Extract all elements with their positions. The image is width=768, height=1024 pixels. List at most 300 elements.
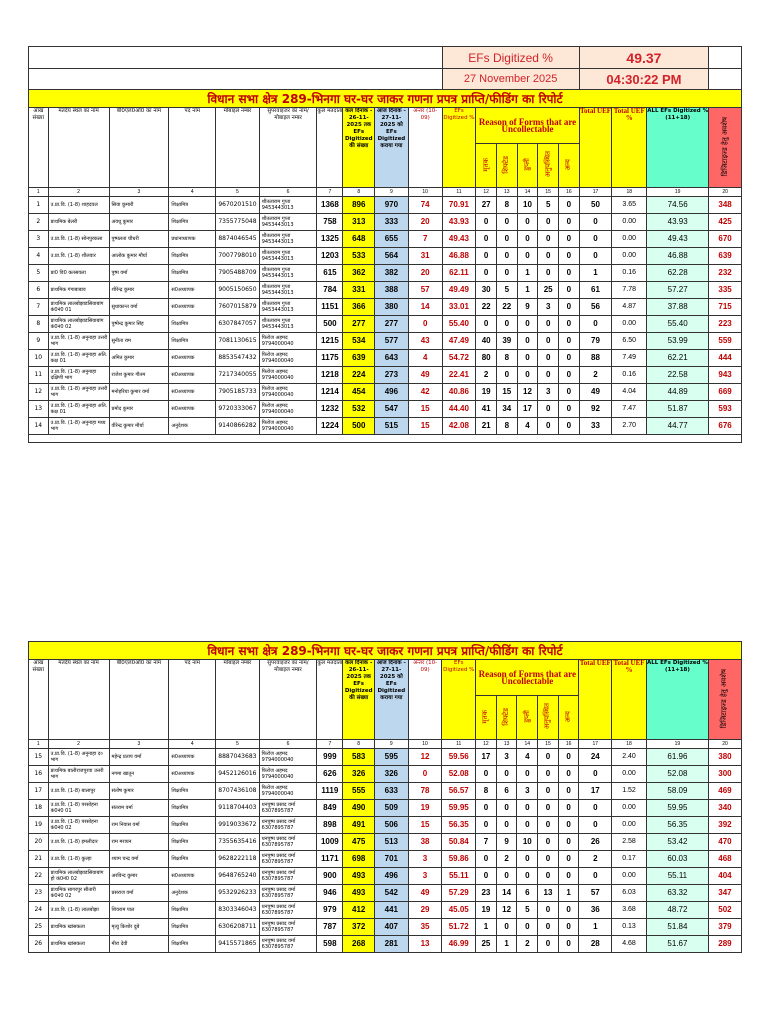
table-cell: 333 xyxy=(375,214,409,231)
table-cell: 500 xyxy=(343,418,375,435)
table-cell: उ.प्रा.वि. (1-8) अनुनाहा उत्तरी भाग xyxy=(48,333,109,350)
table-cell: 31 xyxy=(408,248,442,265)
column-number: 5 xyxy=(216,188,260,197)
table-cell: 900 xyxy=(317,868,343,885)
table-cell: 30 xyxy=(476,282,497,299)
table-cell: 0 xyxy=(579,800,612,817)
table-cell: स0अध्यापक xyxy=(169,350,216,367)
table-cell: 313 xyxy=(343,214,375,231)
column-number: 6 xyxy=(259,188,317,197)
table-cell: 372 xyxy=(343,919,375,936)
table-cell: 0 xyxy=(559,384,580,401)
table-cell: 698 xyxy=(343,851,375,868)
table-cell: 10 xyxy=(29,350,49,367)
summary-row-2 xyxy=(29,69,742,90)
table-cell: 5 xyxy=(496,282,517,299)
table-cell: धनपुष्प प्रसाद वर्मा 6307895787 xyxy=(259,902,317,919)
header-c18: Total UEF % xyxy=(612,660,647,740)
table-cell: 9 xyxy=(29,333,49,350)
table-cell: 6 xyxy=(496,783,517,800)
table-cell: शीरेन्द्र कुमार xyxy=(109,282,169,299)
table-row xyxy=(29,834,742,851)
table-row xyxy=(29,367,742,384)
table-cell: शीतलाराम गुप्ता 9453443013 xyxy=(259,231,317,248)
table-cell: 34 xyxy=(496,401,517,418)
table-cell: उ.प्रा.वि. (1-8) सोनपुरकला xyxy=(48,231,109,248)
table-row xyxy=(29,265,742,282)
table-cell: प्राथमिक बालीराजपुरवा उत्तरी भाग xyxy=(48,766,109,783)
table-cell: उ.प्रा.वि. (1-8) परसोहना कं0नं0 01 xyxy=(48,800,109,817)
header-c2: मतदेय स्थल का नाम xyxy=(48,108,109,188)
table-row xyxy=(29,919,742,936)
table-cell: 55.40 xyxy=(647,316,709,333)
table-cell: राजेश कुमार गौतम xyxy=(109,367,169,384)
table-cell: 0 xyxy=(476,868,497,885)
table-cell: 0 xyxy=(559,197,580,214)
table-cell: अनुदेशक xyxy=(169,418,216,435)
table-cell: 7.47 xyxy=(612,401,647,418)
table-cell: 0 xyxy=(476,265,497,282)
table-cell: 46.88 xyxy=(442,248,476,265)
table-cell: 533 xyxy=(343,248,375,265)
table-cell: 412 xyxy=(343,902,375,919)
table-cell: 0 xyxy=(517,333,538,350)
table-cell: अनुदेशक xyxy=(169,885,216,902)
table-cell: 0 xyxy=(476,248,497,265)
table-cell: 0 xyxy=(538,851,559,868)
header-r1-text: मृतक xyxy=(481,709,490,724)
table-cell: 9415571865 xyxy=(216,936,260,953)
table-cell: 0.00 xyxy=(612,214,647,231)
table-cell: 496 xyxy=(374,868,408,885)
blank-cell xyxy=(709,69,742,90)
table-cell: 615 xyxy=(317,265,343,282)
table-cell: 3 xyxy=(517,783,538,800)
table-cell: 470 xyxy=(708,834,741,851)
table-cell: 15 xyxy=(408,418,442,435)
table-cell: 62.21 xyxy=(647,350,709,367)
table-cell: 0 xyxy=(517,817,538,834)
table-cell: 0 xyxy=(559,367,580,384)
column-number: 4 xyxy=(169,188,216,197)
header-c7: कुल मतदाता xyxy=(317,660,343,740)
summary-row-1 xyxy=(29,47,742,69)
table-cell: फिरोज अहमद 9794000040 xyxy=(259,333,317,350)
table-cell: 273 xyxy=(375,367,409,384)
header-c9: आज दिनांक - 27-11-2025 को EFs Digitized कराया गया xyxy=(374,660,408,740)
table-cell: 19 xyxy=(476,902,497,919)
header-number-row xyxy=(29,740,742,749)
table-cell: फिरोज अहमद 9794000040 xyxy=(259,401,317,418)
table-cell: 49.43 xyxy=(442,231,476,248)
table-cell: 52.08 xyxy=(646,766,708,783)
table-cell: प्राथमिक लालबोझाडसियाबांग कं0नं0 02 xyxy=(48,316,109,333)
column-number: 18 xyxy=(612,740,647,749)
table-cell: धनपुष्प प्रसाद वर्मा 6307895787 xyxy=(259,885,317,902)
table-cell: उ.प्रा.वि. (1-8) अनुनाहा द० भाग xyxy=(48,749,109,766)
table-cell: 3.65 xyxy=(612,197,647,214)
table-cell: 0 xyxy=(496,214,517,231)
table-cell: 80 xyxy=(476,350,497,367)
table-cell: 643 xyxy=(375,350,409,367)
table-cell: 57.29 xyxy=(442,885,476,902)
table-cell: 15 xyxy=(408,817,442,834)
table-row xyxy=(29,248,742,265)
table-cell: स0अध्यापक xyxy=(169,299,216,316)
table-cell: 0.00 xyxy=(612,800,647,817)
table-row xyxy=(29,783,742,800)
table-cell: 22 xyxy=(476,299,497,316)
table-cell: 6307847057 xyxy=(216,316,260,333)
table-row xyxy=(29,197,742,214)
table-cell: शिक्षामित्र xyxy=(169,333,216,350)
table-cell: 1 xyxy=(476,919,497,936)
table-cell: 2 xyxy=(517,936,538,953)
header-r2 xyxy=(496,696,517,740)
table-cell: 51.87 xyxy=(647,401,709,418)
table-cell: 0.00 xyxy=(612,817,647,834)
table-cell: 74.56 xyxy=(647,197,709,214)
header-c19: ALL EFs Digitized % (11+18) xyxy=(646,660,708,740)
table-cell: 583 xyxy=(343,749,375,766)
table-cell: 40.86 xyxy=(442,384,476,401)
table-cell: 70.91 xyxy=(442,197,476,214)
table-cell: 74 xyxy=(408,197,442,214)
table-cell: धनपुष्प प्रसाद वर्मा 6307895787 xyxy=(259,800,317,817)
column-number: 6 xyxy=(259,740,317,749)
table-cell: 78 xyxy=(408,783,442,800)
table-cell: फिरोज अहमद 9794000040 xyxy=(259,418,317,435)
table-cell: 15 xyxy=(496,384,517,401)
table-cell: 2 xyxy=(496,851,517,868)
table-cell: 35 xyxy=(408,919,442,936)
table-cell: 0 xyxy=(476,851,497,868)
table-cell: धनपुष्प प्रसाद वर्मा 6307895787 xyxy=(259,919,317,936)
table-cell: 56.35 xyxy=(442,817,476,834)
table-cell: 0 xyxy=(476,817,497,834)
table-cell: 0.00 xyxy=(612,316,647,333)
table-cell: 1119 xyxy=(317,783,343,800)
table-cell: 53.99 xyxy=(647,333,709,350)
table-cell: 0 xyxy=(538,350,559,367)
table-cell: 62.11 xyxy=(442,265,476,282)
header-c3: बी0एल0ओ0 का नाम xyxy=(109,108,169,188)
table-cell: 547 xyxy=(375,401,409,418)
table-cell: 639 xyxy=(709,248,742,265)
table-cell: उ.प्रा.वि. (1-8) अनुनाहा मध्य भाग xyxy=(48,418,109,435)
table-cell: 14 xyxy=(408,299,442,316)
table-cell: शिक्षामित्र xyxy=(169,834,216,851)
table-cell: प्रा0 वि0 कतसवला xyxy=(48,265,109,282)
header-c17: Total UEF xyxy=(579,660,612,740)
table-cell: 27 xyxy=(476,197,497,214)
table-cell: 655 xyxy=(375,231,409,248)
table-cell: 56 xyxy=(579,299,612,316)
table-cell: 0 xyxy=(496,868,517,885)
table-cell: 4 xyxy=(408,350,442,367)
header-block xyxy=(29,108,742,197)
table-cell: 382 xyxy=(375,265,409,282)
table-cell: 57 xyxy=(579,885,612,902)
table-cell: 16 xyxy=(29,766,49,783)
table-cell: 5 xyxy=(29,265,49,282)
table-cell: 1368 xyxy=(317,197,343,214)
table-row xyxy=(29,800,742,817)
table-cell: अमित कुमार xyxy=(109,350,169,367)
table-cell: 1232 xyxy=(317,401,343,418)
table-cell: राम निवास वर्मा xyxy=(109,817,169,834)
table-cell: 12 xyxy=(408,749,442,766)
table-cell: 49 xyxy=(408,367,442,384)
column-number: 14 xyxy=(517,740,538,749)
table-cell: 999 xyxy=(317,749,343,766)
table-cell: 22.58 xyxy=(647,367,709,384)
report-title: विधान सभा क्षेत्र 289-भिनगा घर-घर जाकर गणना प्रपत्र प्राप्ति/फीडिंग का रिपोर्ट xyxy=(29,642,742,660)
table-cell: 9720333067 xyxy=(216,401,260,418)
table-cell: 0 xyxy=(476,766,497,783)
table-cell: उ.प्रा.वि. (1-8) अनुनाहा अति. कक्ष 01 xyxy=(48,401,109,418)
table-cell: 4 xyxy=(517,418,538,435)
table-cell: 593 xyxy=(709,401,742,418)
table-cell: 5 xyxy=(538,197,559,214)
table-row xyxy=(29,214,742,231)
table-cell: 43.93 xyxy=(442,214,476,231)
table-cell: प्राथमिक लालबोझाडसियाबांग हो कं0नं0 02 xyxy=(48,868,109,885)
table-cell: 555 xyxy=(343,783,375,800)
table-cell: 2 xyxy=(579,851,612,868)
table-cell: 56.57 xyxy=(442,783,476,800)
table-cell: 0 xyxy=(538,401,559,418)
table-cell: प्राथमिक गंगाबाबाव xyxy=(48,282,109,299)
table-cell: 0 xyxy=(559,282,580,299)
table-cell: 0 xyxy=(517,350,538,367)
table-cell: शिवराम पाल xyxy=(109,902,169,919)
table-cell: शिक्षामित्र xyxy=(169,851,216,868)
table-cell: 444 xyxy=(709,350,742,367)
table-cell: 20 xyxy=(29,834,49,851)
table-cell: 380 xyxy=(375,299,409,316)
header-c5: मोबाइल नम्बर xyxy=(216,660,260,740)
table-cell: 52.08 xyxy=(442,766,476,783)
table-cell: शीतलाराम गुप्ता 9453443013 xyxy=(259,316,317,333)
table-cell: 17 xyxy=(29,783,49,800)
table-cell: 506 xyxy=(374,817,408,834)
table-cell: 0 xyxy=(559,231,580,248)
table-cell: प्राथमिक खांसकला xyxy=(48,919,109,936)
table-cell: 224 xyxy=(343,367,375,384)
table-cell: 943 xyxy=(709,367,742,384)
table-cell: 0 xyxy=(476,231,497,248)
header-r2 xyxy=(496,144,517,188)
table-cell: 648 xyxy=(343,231,375,248)
header-c10: अन्तर (10-09) xyxy=(408,108,442,188)
table-cell: 9140866282 xyxy=(216,418,260,435)
table-cell: 24 xyxy=(29,902,49,919)
table-cell: 9919033672 xyxy=(216,817,260,834)
table-cell: 0 xyxy=(579,231,612,248)
table-cell: 0 xyxy=(558,817,579,834)
table-cell: 47.49 xyxy=(442,333,476,350)
table-cell: 534 xyxy=(343,333,375,350)
table-cell: 0 xyxy=(408,316,442,333)
table-row xyxy=(29,749,742,766)
table-cell: 6306208711 xyxy=(216,919,260,936)
table-cell: 25 xyxy=(29,919,49,936)
table-cell: 468 xyxy=(708,851,741,868)
table-cell: 44.40 xyxy=(442,401,476,418)
table-cell: 29 xyxy=(408,902,442,919)
column-number: 2 xyxy=(48,740,109,749)
table-cell: 0 xyxy=(558,902,579,919)
table-cell: 8 xyxy=(496,350,517,367)
table-cell: 12 xyxy=(29,384,49,401)
table-cell: धनपुष्प प्रसाद वर्मा 6307895787 xyxy=(259,851,317,868)
table-cell: 59.56 xyxy=(442,749,476,766)
table-cell: 58.09 xyxy=(646,783,708,800)
header-r5 xyxy=(559,144,580,188)
table-cell: 0 xyxy=(579,316,612,333)
header-c2: मतदेय स्थल का नाम xyxy=(48,660,109,740)
table-cell: 0 xyxy=(558,919,579,936)
table-cell: 331 xyxy=(343,282,375,299)
table-cell: 1203 xyxy=(317,248,343,265)
table-cell: 0 xyxy=(496,265,517,282)
table-cell: 19 xyxy=(408,800,442,817)
column-number: 11 xyxy=(442,188,476,197)
table-row xyxy=(29,299,742,316)
table-cell: 33.01 xyxy=(442,299,476,316)
header-row-1 xyxy=(29,108,742,144)
table-cell: 392 xyxy=(708,817,741,834)
blank-cell xyxy=(29,69,443,90)
table-cell: 49.49 xyxy=(442,282,476,299)
table-cell: 0 xyxy=(517,231,538,248)
table-cell: 979 xyxy=(317,902,343,919)
table-cell: 23 xyxy=(476,885,497,902)
table-cell: मीरा देवी xyxy=(109,936,169,953)
header-c5: मोबाइल नम्बर xyxy=(216,108,260,188)
table-cell: 441 xyxy=(374,902,408,919)
table-cell: प्राथमिक लालबोझाडसियाबांग कं0नं0 01 xyxy=(48,299,109,316)
table-cell: 1 xyxy=(579,265,612,282)
table-cell: 0 xyxy=(517,248,538,265)
table1-body xyxy=(29,197,742,435)
header-r3 xyxy=(517,696,538,740)
table-cell: 347 xyxy=(708,885,741,902)
table-cell: 15 xyxy=(408,401,442,418)
table-cell: 40 xyxy=(476,333,497,350)
table-cell: 7355775048 xyxy=(216,214,260,231)
table-cell: शिक्षामित्र xyxy=(169,265,216,282)
table-cell: 715 xyxy=(709,299,742,316)
table-cell: 1175 xyxy=(317,350,343,367)
column-number: 16 xyxy=(558,740,579,749)
table-cell: 8853547432 xyxy=(216,350,260,367)
table-cell: 0 xyxy=(538,766,559,783)
table-cell: 9670201510 xyxy=(216,197,260,214)
header-c3: बी0एल0ओ0 का नाम xyxy=(109,660,169,740)
table-row xyxy=(29,817,742,834)
table-cell: 50.84 xyxy=(442,834,476,851)
table-cell: 0.17 xyxy=(612,851,647,868)
table-row xyxy=(29,231,742,248)
table-cell: 3 xyxy=(29,231,49,248)
table-cell: 0 xyxy=(517,766,538,783)
table-cell: 38 xyxy=(408,834,442,851)
table-cell: 335 xyxy=(709,282,742,299)
table-cell: 55.40 xyxy=(442,316,476,333)
table-cell: 8707436108 xyxy=(216,783,260,800)
table-cell: 1 xyxy=(517,282,538,299)
column-number: 2 xyxy=(48,188,109,197)
table-cell: 22 xyxy=(496,299,517,316)
header-r3 xyxy=(517,144,538,188)
column-number: 9 xyxy=(374,740,408,749)
table-cell: धनपुष्प प्रसाद वर्मा 6307895787 xyxy=(259,817,317,834)
table-cell: 45.05 xyxy=(442,902,476,919)
table-cell: 46.88 xyxy=(647,248,709,265)
table-cell: 4 xyxy=(517,749,538,766)
table-cell: 326 xyxy=(343,766,375,783)
table-cell: 1215 xyxy=(317,333,343,350)
table-cell: फिरोज अहमद 9794000040 xyxy=(259,766,317,783)
table-cell: 326 xyxy=(374,766,408,783)
table-cell: 0 xyxy=(559,333,580,350)
table-cell: 24 xyxy=(579,749,612,766)
table-cell: 0 xyxy=(538,248,559,265)
table2-body xyxy=(29,749,742,953)
table-cell: शिक्षामित्र xyxy=(169,817,216,834)
column-number: 19 xyxy=(646,740,708,749)
table-cell: शीतलाराम गुप्ता 9453443013 xyxy=(259,265,317,282)
table-cell: शीतलाराम गुप्ता 9453443013 xyxy=(259,282,317,299)
table-cell: पुष्पलता चौधरी xyxy=(109,231,169,248)
table-cell: 54.72 xyxy=(442,350,476,367)
table-cell: 17 xyxy=(579,783,612,800)
table-cell: 7007798010 xyxy=(216,248,260,265)
header-r3-text: डुप्ली xyxy=(522,158,531,171)
header-r1 xyxy=(476,696,497,740)
table-cell: 493 xyxy=(343,885,375,902)
column-number: 8 xyxy=(343,740,375,749)
table-cell: 9532926233 xyxy=(216,885,260,902)
table-cell: 1325 xyxy=(317,231,343,248)
table-cell: 49.43 xyxy=(647,231,709,248)
table-cell: 2 xyxy=(476,367,497,384)
header-c20-text: डिजिटाइज्ड हेतु अवशेष xyxy=(720,116,729,177)
table-cell: 25 xyxy=(538,282,559,299)
column-number: 7 xyxy=(317,740,343,749)
table-cell: 223 xyxy=(709,316,742,333)
table-cell: धनपुष्प प्रसाद वर्मा 6307895787 xyxy=(259,936,317,953)
table-cell: 3 xyxy=(538,384,559,401)
table-cell: 7 xyxy=(408,231,442,248)
header-c4: पद नाम xyxy=(169,660,216,740)
table-cell: 9 xyxy=(517,299,538,316)
table-cell: 559 xyxy=(709,333,742,350)
header-r2-text: शिफ्टेड xyxy=(502,707,511,726)
table-cell: स0अध्यापक xyxy=(169,766,216,783)
table-cell: 8887043683 xyxy=(216,749,260,766)
table-row xyxy=(29,418,742,435)
table-cell: 0 xyxy=(538,418,559,435)
table-cell: 564 xyxy=(375,248,409,265)
table-row xyxy=(29,885,742,902)
header-r1 xyxy=(476,144,497,188)
blank-cell xyxy=(29,435,742,443)
header-r3-text: डुप्ली xyxy=(522,710,531,723)
table-cell: 0 xyxy=(517,214,538,231)
